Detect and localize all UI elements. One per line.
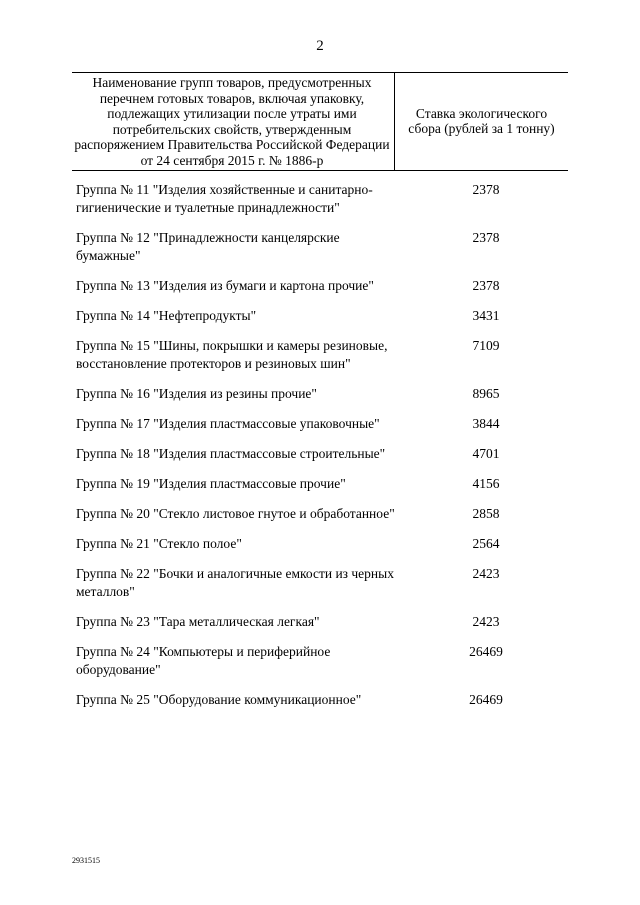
table-row (72, 445, 568, 463)
table-header (72, 72, 568, 171)
table-row (72, 307, 568, 325)
header-fee-rate (395, 73, 568, 170)
header-group-name: Наименование групп товаров, предусмотренных перечнем готовых товаров, включая упаковку, подлежащих утилизации после утраты ими потребительских свойств, утвержденным распоряжением Правительства Российской Федерации от 24 сентября 2015 г. № 1886-р (72, 73, 395, 170)
table-row (72, 613, 568, 631)
fee-rate-cell: 8965 (472, 385, 500, 401)
group-name-cell: Группа № 18 "Изделия пластмассовые строительные" (76, 445, 386, 461)
fee-rate-cell: 2564 (472, 535, 500, 551)
table-row (72, 181, 568, 217)
table-row (72, 277, 568, 295)
group-name-cell: Группа № 17 "Изделия пластмассовые упаковочные" (76, 415, 380, 431)
group-name-cell: Группа № 20 "Стекло листовое гнутое и обработанное" (76, 505, 395, 521)
table-row (72, 337, 568, 373)
header-fee-rate-label: Ставка экологического сбора (рублей за 1 тонну) (408, 105, 555, 137)
fee-rate-cell: 2378 (472, 181, 500, 197)
table-row (72, 475, 568, 493)
eco-fee-table (72, 72, 568, 721)
group-name-cell: Группа № 25 "Оборудование коммуникационное" (76, 691, 362, 707)
group-name-cell: Группа № 12 "Принадлежности канцелярские бумажные" (76, 229, 340, 263)
table-row (72, 643, 568, 679)
fee-rate-cell: 2378 (472, 229, 500, 245)
table-row (72, 565, 568, 601)
group-name-cell: Группа № 16 "Изделия из резины прочие" (76, 385, 317, 401)
fee-rate-cell: 2378 (472, 277, 500, 293)
fee-rate-cell: 26469 (469, 643, 503, 659)
fee-rate-cell: 3844 (472, 415, 500, 431)
table-row (72, 505, 568, 523)
table-row (72, 535, 568, 553)
group-name-cell: Группа № 13 "Изделия из бумаги и картона прочие" (76, 277, 374, 293)
fee-rate-cell: 2423 (472, 613, 500, 629)
table-row (72, 415, 568, 433)
group-name-cell: Группа № 14 "Нефтепродукты" (76, 307, 257, 323)
group-name-cell: Группа № 15 "Шины, покрышки и камеры резиновые, восстановление протекторов и резиновых шин" (76, 337, 388, 371)
group-name-cell: Группа № 22 "Бочки и аналогичные емкости из черных металлов" (76, 565, 394, 599)
table-row (72, 229, 568, 265)
fee-rate-cell: 4701 (472, 445, 500, 461)
group-name-cell: Группа № 24 "Компьютеры и периферийное оборудование" (76, 643, 331, 677)
fee-rate-cell: 2858 (472, 505, 500, 521)
group-name-cell: Группа № 19 "Изделия пластмассовые прочие" (76, 475, 346, 491)
fee-rate-cell: 26469 (469, 691, 503, 707)
group-name-cell: Группа № 21 "Стекло полое" (76, 535, 242, 551)
table-body (72, 181, 568, 709)
page-number: 2 (316, 38, 324, 54)
table-row (72, 385, 568, 403)
fee-rate-cell: 4156 (472, 475, 500, 491)
fee-rate-cell: 7109 (472, 337, 500, 353)
group-name-cell: Группа № 23 "Тара металлическая легкая" (76, 613, 320, 629)
table-row (72, 691, 568, 709)
group-name-cell: Группа № 11 "Изделия хозяйственные и санитарно-гигиенические и туалетные принадлежности" (76, 181, 373, 215)
fee-rate-cell: 3431 (472, 307, 500, 323)
fee-rate-cell: 2423 (472, 565, 500, 581)
document-code: 2931515 (72, 856, 100, 865)
